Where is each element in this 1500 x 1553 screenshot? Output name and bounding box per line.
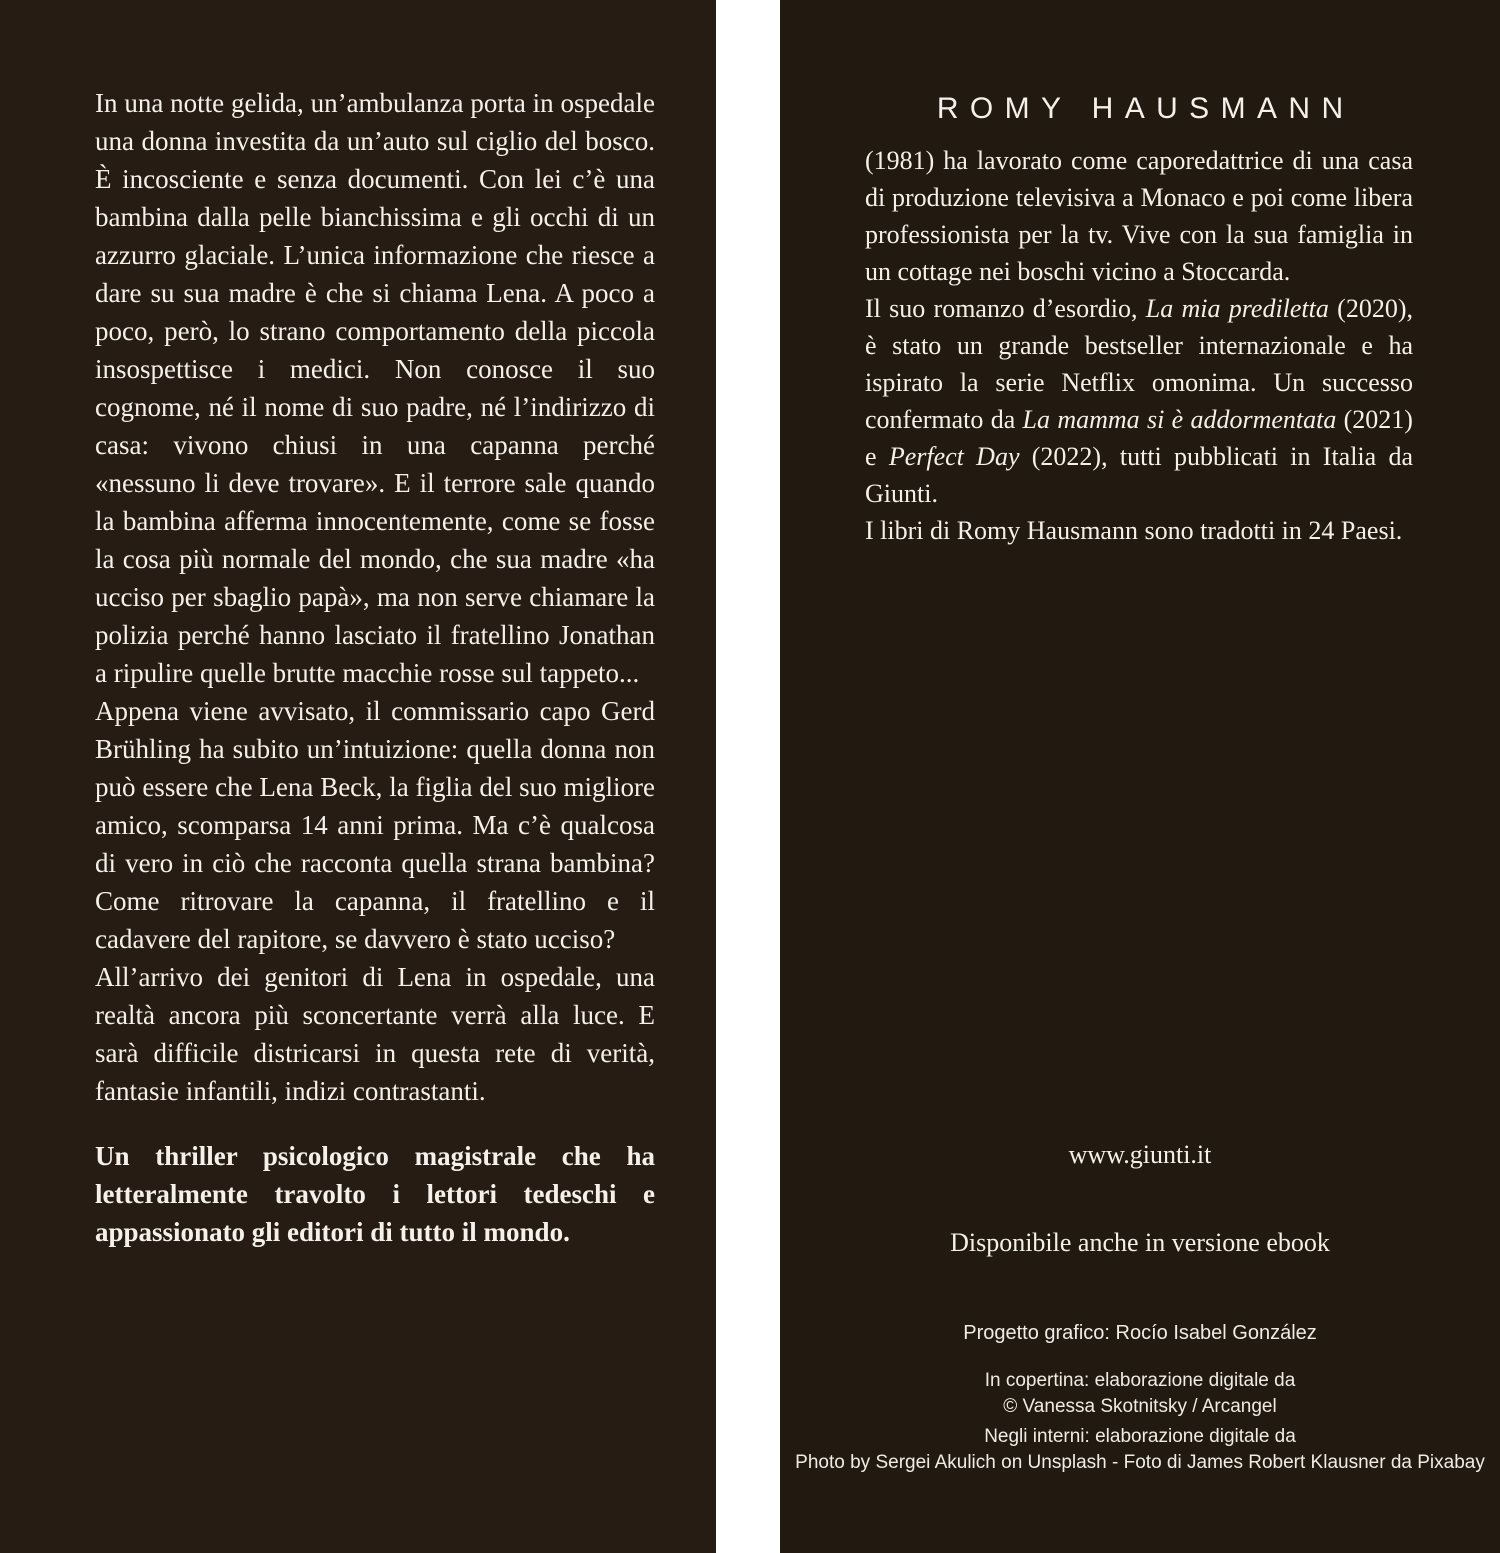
- credit-cover-line2: © Vanessa Skotnitsky / Arcangel: [1003, 1396, 1277, 1417]
- bio-paragraph: [865, 290, 1413, 512]
- publisher-website: www.giunti.it: [1068, 1140, 1212, 1169]
- book-title-italic: La mia prediletta: [1145, 294, 1329, 323]
- ebook-availability-note: Disponibile anche in versione ebook: [950, 1228, 1330, 1257]
- credit-cover-line1: In copertina: elaborazione digitale da: [984, 1370, 1296, 1391]
- bio-text: (2020), è stato un grande bestseller internazionale e ha ispirato la serie Netflix omonima. Un successo confermato da: [865, 294, 1413, 434]
- book-title-italic: La mamma si è addormentata: [1022, 405, 1337, 434]
- page-gutter: [716, 0, 780, 1553]
- bio-paragraph: I libri di Romy Hausmann sono tradotti in 24 Paesi.: [865, 516, 1403, 545]
- bio-text: Il suo romanzo d’esordio,: [865, 294, 1146, 323]
- synopsis-paragraph: Appena viene avvisato, il commissario capo Gerd Brühling ha subito un’intuizione: quella donna non può essere che Lena Beck, la figlia del suo migliore amico, scomparsa 14 anni prima. Ma c’è qualcosa di vero in ciò che racconta quella strana bambina? Come ritrovare la capanna, il fratellino e il cadavere del rapitore, se davvero è stato ucciso?: [95, 696, 655, 954]
- credit-graphic-design: Progetto grafico: Rocío Isabel González: [963, 1322, 1317, 1344]
- bio-paragraph: (1981) ha lavorato come caporedattrice di una casa di produzione televisiva a Monaco e poi come libera professionista per la tv. Vive con la sua famiglia in un cottage nei boschi vicino a Stoccarda.: [865, 146, 1413, 286]
- synopsis-paragraph: In una notte gelida, un’ambulanza porta in ospedale una donna investita da un’auto sul ciglio del bosco. È incosciente e senza documenti. Con lei c’è una bambina dalla pelle bianchissima e gli occhi di un azzurro glaciale. L’unica informazione che riesce a dare su sua madre è che si chiama Lena. A poco a poco, però, lo strano comportamento della piccola insospettisce i medici. Non conosce il suo cognome, né il nome di suo padre, né l’indirizzo di casa: vivono chiusi in una capanna perché «nessuno li deve trovare». E il terrore sale quando la bambina afferma innocentemente, come se fosse la cosa più normale del mondo, che sua madre «ha ucciso per sbaglio papà», ma non serve chiamare la polizia perché hanno lasciato il fratellino Jonathan a ripulire quelle brutte macchie rosse sul tappeto...: [95, 88, 655, 688]
- bio-text: (2022), tutti pubblicati in Italia da Giunti.: [865, 442, 1414, 508]
- credit-interior-line1: Negli interni: elaborazione digitale da: [984, 1426, 1296, 1447]
- closing-tagline: Un thriller psicologico magistrale che ha letteralmente travolto i lettori tedeschi e appassionato gli editori di tutto il mondo.: [95, 1141, 655, 1247]
- right-jacket-flap: [780, 0, 1500, 1553]
- synopsis-paragraph: All’arrivo dei genitori di Lena in ospedale, una realtà ancora più sconcertante verrà alla luce. E sarà difficile districarsi in questa rete di verità, fantasie infantili, indizi contrastanti.: [95, 962, 655, 1106]
- author-name: ROMY HAUSMANN: [936, 92, 1355, 125]
- author-bio: [865, 142, 1413, 549]
- credit-interior-line2: Photo by Sergei Akulich on Unsplash - Foto di James Robert Klausner da Pixabay: [795, 1452, 1485, 1473]
- left-jacket-flap: [0, 0, 716, 1553]
- bio-text: (2021) e: [865, 405, 1413, 471]
- book-synopsis: [95, 84, 655, 1251]
- book-title-italic: Perfect Day: [888, 442, 1020, 471]
